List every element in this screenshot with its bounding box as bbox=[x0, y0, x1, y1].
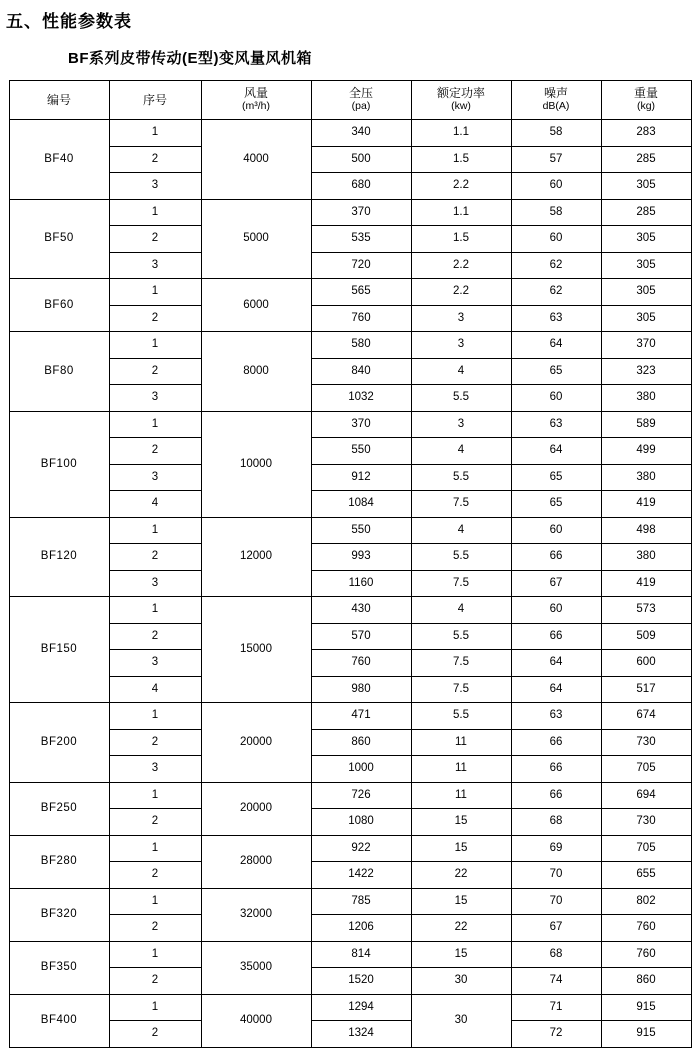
power-cell: 4 bbox=[411, 517, 511, 544]
flow-cell: 15000 bbox=[201, 597, 311, 703]
pressure-cell: 500 bbox=[311, 146, 411, 173]
noise-cell: 68 bbox=[511, 809, 601, 836]
column-header-main: 风量 bbox=[243, 86, 268, 100]
weight-cell: 674 bbox=[601, 703, 691, 730]
index-cell: 2 bbox=[109, 729, 201, 756]
power-cell: 15 bbox=[411, 888, 511, 915]
weight-cell: 915 bbox=[601, 994, 691, 1021]
index-cell: 1 bbox=[109, 332, 201, 359]
noise-cell: 63 bbox=[511, 411, 601, 438]
table-row bbox=[9, 729, 691, 756]
power-cell: 4 bbox=[411, 438, 511, 465]
noise-cell: 62 bbox=[511, 279, 601, 306]
flow-cell: 35000 bbox=[201, 941, 311, 994]
model-cell: BF80 bbox=[9, 332, 109, 412]
power-cell: 15 bbox=[411, 809, 511, 836]
flow-cell: 8000 bbox=[201, 332, 311, 412]
index-cell: 1 bbox=[109, 888, 201, 915]
power-cell: 5.5 bbox=[411, 544, 511, 571]
power-cell: 1.5 bbox=[411, 226, 511, 253]
model-cell: BF50 bbox=[9, 199, 109, 279]
weight-cell: 517 bbox=[601, 676, 691, 703]
weight-cell: 499 bbox=[601, 438, 691, 465]
weight-cell: 419 bbox=[601, 570, 691, 597]
table-row bbox=[9, 941, 691, 968]
noise-cell: 69 bbox=[511, 835, 601, 862]
flow-cell: 6000 bbox=[201, 279, 311, 332]
table-body bbox=[9, 120, 691, 1048]
weight-cell: 305 bbox=[601, 173, 691, 200]
noise-cell: 70 bbox=[511, 888, 601, 915]
table-row bbox=[9, 438, 691, 465]
power-cell: 1.1 bbox=[411, 120, 511, 147]
table-row bbox=[9, 756, 691, 783]
column-header bbox=[511, 81, 601, 120]
power-cell: 5.5 bbox=[411, 385, 511, 412]
index-cell: 4 bbox=[109, 491, 201, 518]
table-row bbox=[9, 650, 691, 677]
column-header bbox=[411, 81, 511, 120]
table-row bbox=[9, 120, 691, 147]
model-cell: BF60 bbox=[9, 279, 109, 332]
power-cell: 30 bbox=[411, 994, 511, 1047]
flow-cell: 5000 bbox=[201, 199, 311, 279]
index-cell: 2 bbox=[109, 862, 201, 889]
table-row bbox=[9, 358, 691, 385]
flow-cell: 32000 bbox=[201, 888, 311, 941]
noise-cell: 70 bbox=[511, 862, 601, 889]
table-row bbox=[9, 305, 691, 332]
column-header bbox=[601, 81, 691, 120]
model-cell: BF400 bbox=[9, 994, 109, 1047]
pressure-cell: 1294 bbox=[311, 994, 411, 1021]
noise-cell: 63 bbox=[511, 703, 601, 730]
power-cell: 1.5 bbox=[411, 146, 511, 173]
weight-cell: 380 bbox=[601, 464, 691, 491]
pressure-cell: 1160 bbox=[311, 570, 411, 597]
noise-cell: 66 bbox=[511, 756, 601, 783]
pressure-cell: 680 bbox=[311, 173, 411, 200]
table-row bbox=[9, 597, 691, 624]
table-title: BF系列皮带传动(E型)变风量风机箱 bbox=[68, 50, 312, 67]
pressure-cell: 550 bbox=[311, 438, 411, 465]
page bbox=[0, 10, 700, 1040]
pressure-cell: 980 bbox=[311, 676, 411, 703]
power-cell: 3 bbox=[411, 411, 511, 438]
table-row bbox=[9, 279, 691, 306]
pressure-cell: 860 bbox=[311, 729, 411, 756]
weight-cell: 509 bbox=[601, 623, 691, 650]
index-cell: 3 bbox=[109, 650, 201, 677]
power-cell: 7.5 bbox=[411, 491, 511, 518]
index-cell: 2 bbox=[109, 305, 201, 332]
noise-cell: 60 bbox=[511, 173, 601, 200]
column-header-sub: (pa) bbox=[351, 100, 371, 112]
spec-table bbox=[9, 80, 692, 1048]
power-cell: 7.5 bbox=[411, 676, 511, 703]
power-cell: 22 bbox=[411, 862, 511, 889]
power-cell: 3 bbox=[411, 305, 511, 332]
noise-cell: 65 bbox=[511, 464, 601, 491]
pressure-cell: 726 bbox=[311, 782, 411, 809]
table-row bbox=[9, 411, 691, 438]
weight-cell: 730 bbox=[601, 729, 691, 756]
pressure-cell: 370 bbox=[311, 411, 411, 438]
weight-cell: 694 bbox=[601, 782, 691, 809]
power-cell: 2.2 bbox=[411, 252, 511, 279]
weight-cell: 285 bbox=[601, 146, 691, 173]
pressure-cell: 1206 bbox=[311, 915, 411, 942]
weight-cell: 860 bbox=[601, 968, 691, 995]
noise-cell: 72 bbox=[511, 1021, 601, 1048]
weight-cell: 380 bbox=[601, 544, 691, 571]
weight-cell: 705 bbox=[601, 835, 691, 862]
power-cell: 11 bbox=[411, 729, 511, 756]
index-cell: 3 bbox=[109, 570, 201, 597]
pressure-cell: 1080 bbox=[311, 809, 411, 836]
model-cell: BF320 bbox=[9, 888, 109, 941]
noise-cell: 63 bbox=[511, 305, 601, 332]
noise-cell: 67 bbox=[511, 570, 601, 597]
pressure-cell: 993 bbox=[311, 544, 411, 571]
power-cell: 5.5 bbox=[411, 703, 511, 730]
pressure-cell: 1032 bbox=[311, 385, 411, 412]
index-cell: 2 bbox=[109, 544, 201, 571]
index-cell: 2 bbox=[109, 915, 201, 942]
noise-cell: 64 bbox=[511, 676, 601, 703]
table-row bbox=[9, 491, 691, 518]
noise-cell: 60 bbox=[511, 385, 601, 412]
table-row bbox=[9, 199, 691, 226]
column-header-sub: dB(A) bbox=[542, 100, 570, 112]
table-row bbox=[9, 517, 691, 544]
column-header-main: 噪声 bbox=[543, 86, 568, 100]
weight-cell: 915 bbox=[601, 1021, 691, 1048]
model-cell: BF120 bbox=[9, 517, 109, 597]
column-header bbox=[9, 81, 109, 120]
index-cell: 2 bbox=[109, 1021, 201, 1048]
flow-cell: 20000 bbox=[201, 782, 311, 835]
weight-cell: 655 bbox=[601, 862, 691, 889]
table-row bbox=[9, 226, 691, 253]
power-cell: 11 bbox=[411, 782, 511, 809]
noise-cell: 67 bbox=[511, 915, 601, 942]
noise-cell: 58 bbox=[511, 199, 601, 226]
section-title: 五、性能参数表 bbox=[6, 12, 132, 31]
index-cell: 3 bbox=[109, 173, 201, 200]
index-cell: 1 bbox=[109, 517, 201, 544]
column-header bbox=[311, 81, 411, 120]
noise-cell: 64 bbox=[511, 650, 601, 677]
weight-cell: 600 bbox=[601, 650, 691, 677]
table-row bbox=[9, 703, 691, 730]
model-cell: BF200 bbox=[9, 703, 109, 783]
index-cell: 1 bbox=[109, 199, 201, 226]
weight-cell: 370 bbox=[601, 332, 691, 359]
pressure-cell: 1084 bbox=[311, 491, 411, 518]
noise-cell: 64 bbox=[511, 438, 601, 465]
noise-cell: 64 bbox=[511, 332, 601, 359]
index-cell: 2 bbox=[109, 809, 201, 836]
weight-cell: 802 bbox=[601, 888, 691, 915]
noise-cell: 68 bbox=[511, 941, 601, 968]
index-cell: 1 bbox=[109, 994, 201, 1021]
column-header-main: 编号 bbox=[46, 92, 71, 107]
index-cell: 1 bbox=[109, 703, 201, 730]
column-header-main: 额定功率 bbox=[436, 86, 485, 100]
pressure-cell: 370 bbox=[311, 199, 411, 226]
index-cell: 2 bbox=[109, 623, 201, 650]
noise-cell: 66 bbox=[511, 623, 601, 650]
table-row bbox=[9, 968, 691, 995]
column-header-sub: (kg) bbox=[636, 100, 656, 112]
column-header bbox=[109, 81, 201, 120]
table-row bbox=[9, 146, 691, 173]
flow-cell: 40000 bbox=[201, 994, 311, 1047]
table-row bbox=[9, 888, 691, 915]
index-cell: 2 bbox=[109, 146, 201, 173]
pressure-cell: 430 bbox=[311, 597, 411, 624]
weight-cell: 419 bbox=[601, 491, 691, 518]
noise-cell: 71 bbox=[511, 994, 601, 1021]
index-cell: 2 bbox=[109, 968, 201, 995]
pressure-cell: 1324 bbox=[311, 1021, 411, 1048]
model-cell: BF40 bbox=[9, 120, 109, 200]
table-row bbox=[9, 570, 691, 597]
table-row bbox=[9, 1021, 691, 1048]
pressure-cell: 570 bbox=[311, 623, 411, 650]
pressure-cell: 760 bbox=[311, 305, 411, 332]
table-row bbox=[9, 464, 691, 491]
pressure-cell: 720 bbox=[311, 252, 411, 279]
table-row bbox=[9, 915, 691, 942]
index-cell: 1 bbox=[109, 597, 201, 624]
power-cell: 30 bbox=[411, 968, 511, 995]
table-header bbox=[9, 81, 691, 120]
flow-cell: 28000 bbox=[201, 835, 311, 888]
noise-cell: 58 bbox=[511, 120, 601, 147]
index-cell: 3 bbox=[109, 252, 201, 279]
pressure-cell: 760 bbox=[311, 650, 411, 677]
index-cell: 3 bbox=[109, 385, 201, 412]
column-header-main: 序号 bbox=[142, 92, 167, 107]
index-cell: 1 bbox=[109, 782, 201, 809]
weight-cell: 305 bbox=[601, 279, 691, 306]
noise-cell: 66 bbox=[511, 544, 601, 571]
column-header bbox=[201, 81, 311, 120]
noise-cell: 57 bbox=[511, 146, 601, 173]
power-cell: 1.1 bbox=[411, 199, 511, 226]
header-row bbox=[9, 81, 691, 120]
weight-cell: 573 bbox=[601, 597, 691, 624]
index-cell: 1 bbox=[109, 120, 201, 147]
power-cell: 4 bbox=[411, 358, 511, 385]
model-cell: BF100 bbox=[9, 411, 109, 517]
pressure-cell: 814 bbox=[311, 941, 411, 968]
index-cell: 3 bbox=[109, 756, 201, 783]
table-row bbox=[9, 385, 691, 412]
weight-cell: 760 bbox=[601, 915, 691, 942]
pressure-cell: 340 bbox=[311, 120, 411, 147]
weight-cell: 498 bbox=[601, 517, 691, 544]
index-cell: 3 bbox=[109, 464, 201, 491]
pressure-cell: 922 bbox=[311, 835, 411, 862]
table-row bbox=[9, 623, 691, 650]
flow-cell: 10000 bbox=[201, 411, 311, 517]
power-cell: 2.2 bbox=[411, 173, 511, 200]
noise-cell: 65 bbox=[511, 491, 601, 518]
pressure-cell: 785 bbox=[311, 888, 411, 915]
noise-cell: 65 bbox=[511, 358, 601, 385]
model-cell: BF150 bbox=[9, 597, 109, 703]
weight-cell: 283 bbox=[601, 120, 691, 147]
weight-cell: 305 bbox=[601, 252, 691, 279]
noise-cell: 74 bbox=[511, 968, 601, 995]
model-cell: BF280 bbox=[9, 835, 109, 888]
noise-cell: 62 bbox=[511, 252, 601, 279]
weight-cell: 285 bbox=[601, 199, 691, 226]
index-cell: 1 bbox=[109, 279, 201, 306]
table-row bbox=[9, 676, 691, 703]
power-cell: 15 bbox=[411, 835, 511, 862]
flow-cell: 4000 bbox=[201, 120, 311, 200]
power-cell: 11 bbox=[411, 756, 511, 783]
pressure-cell: 550 bbox=[311, 517, 411, 544]
noise-cell: 66 bbox=[511, 729, 601, 756]
index-cell: 4 bbox=[109, 676, 201, 703]
power-cell: 22 bbox=[411, 915, 511, 942]
noise-cell: 60 bbox=[511, 226, 601, 253]
table-row bbox=[9, 252, 691, 279]
weight-cell: 730 bbox=[601, 809, 691, 836]
pressure-cell: 1000 bbox=[311, 756, 411, 783]
table-row bbox=[9, 782, 691, 809]
weight-cell: 760 bbox=[601, 941, 691, 968]
index-cell: 1 bbox=[109, 835, 201, 862]
model-cell: BF350 bbox=[9, 941, 109, 994]
column-header-main: 重量 bbox=[633, 86, 658, 100]
power-cell: 15 bbox=[411, 941, 511, 968]
weight-cell: 705 bbox=[601, 756, 691, 783]
flow-cell: 12000 bbox=[201, 517, 311, 597]
index-cell: 2 bbox=[109, 226, 201, 253]
pressure-cell: 565 bbox=[311, 279, 411, 306]
weight-cell: 323 bbox=[601, 358, 691, 385]
pressure-cell: 912 bbox=[311, 464, 411, 491]
noise-cell: 66 bbox=[511, 782, 601, 809]
power-cell: 7.5 bbox=[411, 650, 511, 677]
pressure-cell: 580 bbox=[311, 332, 411, 359]
pressure-cell: 1520 bbox=[311, 968, 411, 995]
noise-cell: 60 bbox=[511, 597, 601, 624]
column-header-sub: (m³/h) bbox=[242, 100, 270, 112]
table-row bbox=[9, 994, 691, 1021]
power-cell: 3 bbox=[411, 332, 511, 359]
noise-cell: 60 bbox=[511, 517, 601, 544]
index-cell: 2 bbox=[109, 358, 201, 385]
index-cell: 1 bbox=[109, 411, 201, 438]
column-header-main: 全压 bbox=[348, 86, 373, 100]
weight-cell: 305 bbox=[601, 305, 691, 332]
flow-cell: 20000 bbox=[201, 703, 311, 783]
weight-cell: 380 bbox=[601, 385, 691, 412]
power-cell: 2.2 bbox=[411, 279, 511, 306]
pressure-cell: 471 bbox=[311, 703, 411, 730]
power-cell: 7.5 bbox=[411, 570, 511, 597]
model-cell: BF250 bbox=[9, 782, 109, 835]
column-header-sub: (kw) bbox=[451, 100, 471, 112]
pressure-cell: 535 bbox=[311, 226, 411, 253]
power-cell: 5.5 bbox=[411, 623, 511, 650]
pressure-cell: 840 bbox=[311, 358, 411, 385]
table-row bbox=[9, 332, 691, 359]
pressure-cell: 1422 bbox=[311, 862, 411, 889]
power-cell: 4 bbox=[411, 597, 511, 624]
table-row bbox=[9, 544, 691, 571]
index-cell: 2 bbox=[109, 438, 201, 465]
weight-cell: 589 bbox=[601, 411, 691, 438]
table-row bbox=[9, 862, 691, 889]
weight-cell: 305 bbox=[601, 226, 691, 253]
table-row bbox=[9, 809, 691, 836]
table-row bbox=[9, 173, 691, 200]
index-cell: 1 bbox=[109, 941, 201, 968]
power-cell: 5.5 bbox=[411, 464, 511, 491]
